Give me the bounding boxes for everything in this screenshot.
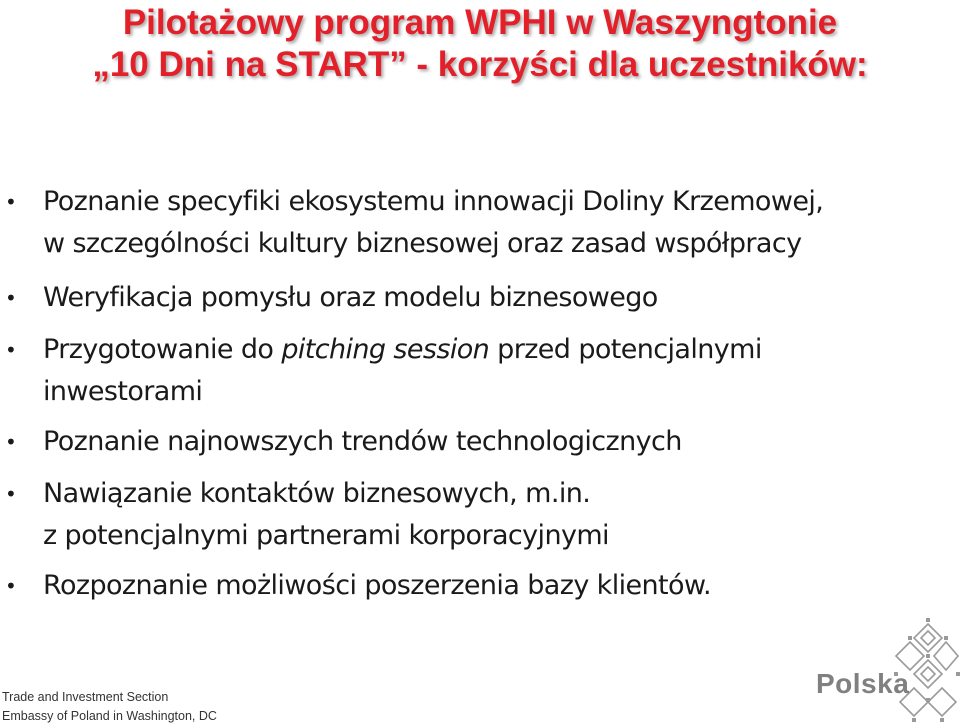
list-item-text: Weryfikacja pomysłu oraz modelu biznesowego xyxy=(43,282,658,313)
list-item-text-segment: Przygotowanie do xyxy=(43,334,282,365)
list-item-text: w szczególności kultury biznesowej oraz zasad współpracy xyxy=(43,228,802,259)
list-item-text: Rozpoznanie możliwości poszerzenia bazy klientów. xyxy=(43,570,711,601)
logo-wordmark: Polska xyxy=(816,668,910,699)
list-item-text: inwestorami xyxy=(43,376,203,407)
list-item-text: Nawiązanie kontaktów biznesowych, m.in. xyxy=(43,478,591,509)
bullet-icon: • xyxy=(5,482,17,506)
list-item-text: z potencjalnymi partnerami korporacyjnymi xyxy=(43,520,609,551)
list-item-text-segment: przed potencjalnymi xyxy=(489,334,762,365)
footer-section-name: Trade and Investment Section xyxy=(2,690,169,704)
bullet-icon: • xyxy=(5,190,17,214)
polska-logo xyxy=(810,618,960,726)
list-item-text xyxy=(43,328,762,372)
bullet-icon: • xyxy=(5,286,17,310)
bullet-icon: • xyxy=(5,338,17,362)
bullet-icon: • xyxy=(5,430,17,454)
footer-embassy-name: Embassy of Poland in Washington, DC xyxy=(2,709,217,723)
slide-title-line-1: Pilotażowy program WPHI w Waszyngtonie xyxy=(122,3,838,42)
bullet-icon: • xyxy=(5,574,17,598)
slide-title-line-2: „10 Dni na START” - korzyści dla uczestników: xyxy=(92,45,868,84)
list-item-text: Poznanie najnowszych trendów technologicznych xyxy=(43,426,682,457)
list-item-text: Poznanie specyfiki ekosystemu innowacji Doliny Krzemowej, xyxy=(43,186,824,217)
list-item-text-italic: pitching session xyxy=(281,334,490,365)
